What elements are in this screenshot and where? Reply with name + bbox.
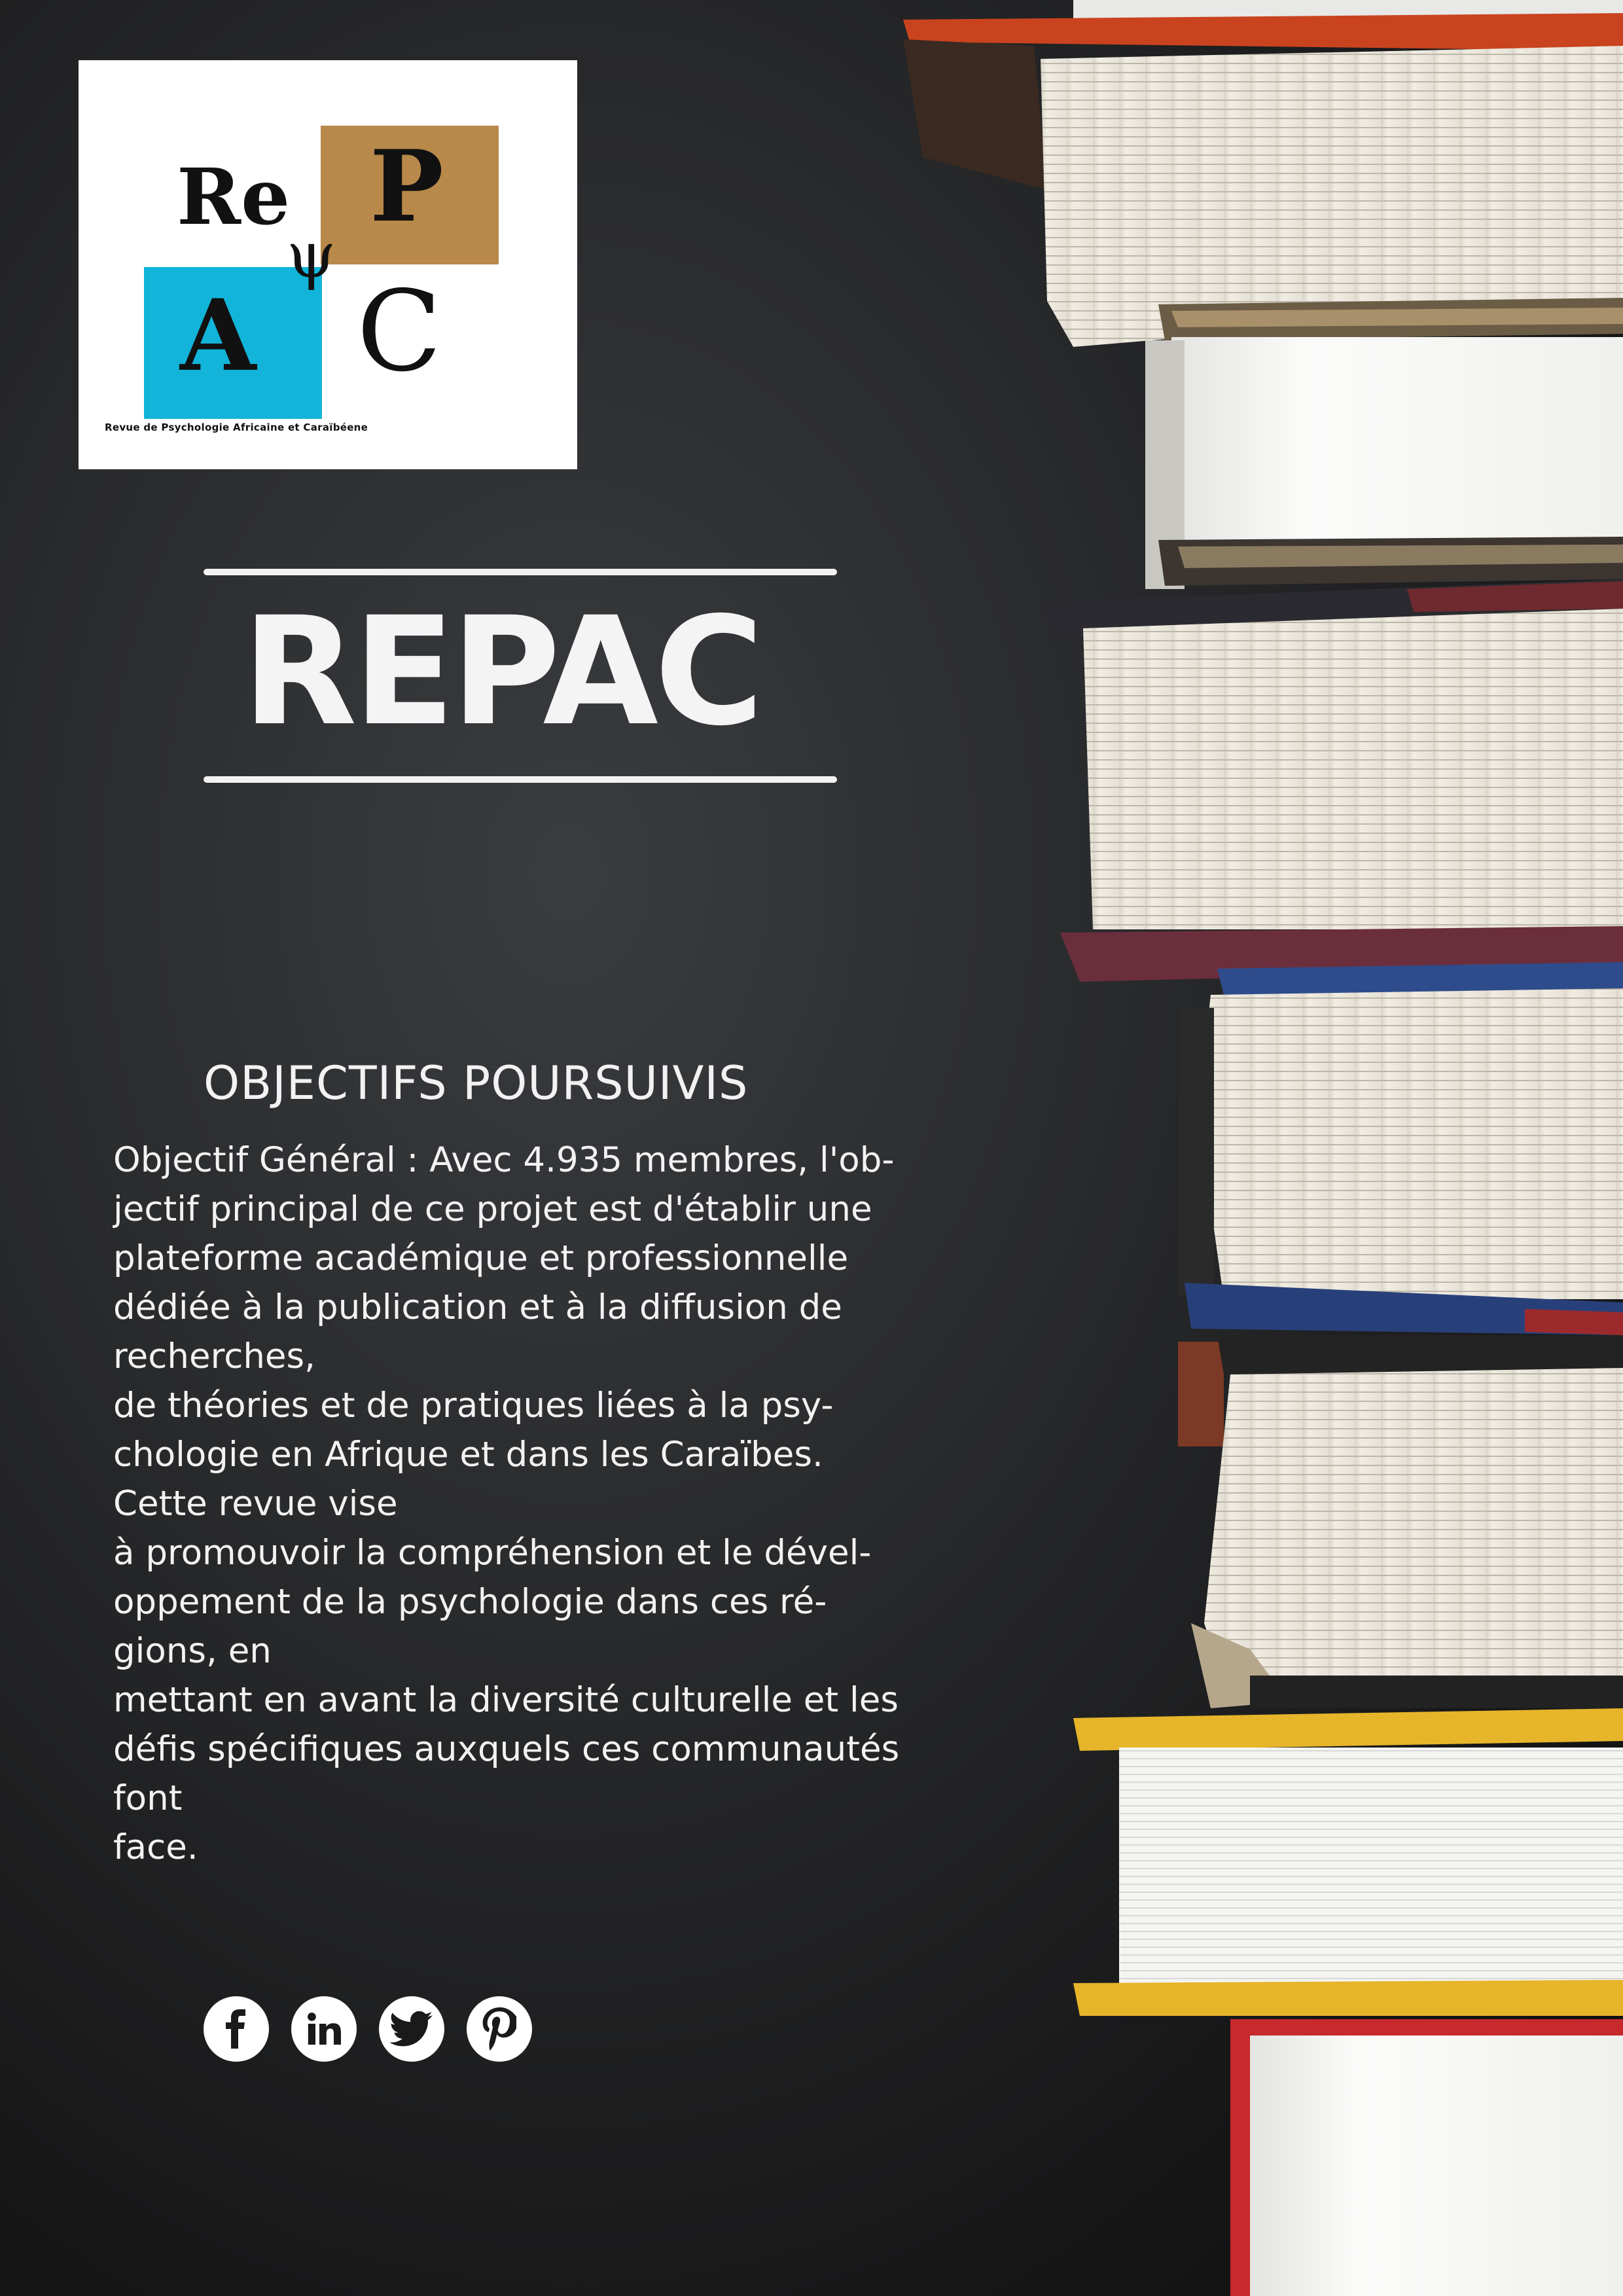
social-links	[204, 1996, 532, 2062]
twitter-icon[interactable]	[379, 1996, 444, 2062]
objectives-line: jectif principal de ce projet est d'établir une	[113, 1189, 872, 1229]
book-stack-image	[883, 0, 1623, 2296]
objectives-line: de théories et de pratiques liées à la psy-	[113, 1386, 834, 1426]
logo-letter-p: P	[370, 129, 444, 244]
facebook-icon[interactable]	[204, 1996, 269, 2062]
linkedin-icon[interactable]	[291, 1996, 357, 2062]
objectives-line: gions, en	[113, 1631, 272, 1671]
objectives-line: font	[113, 1778, 183, 1818]
objectives-line: plateforme académique et professionnelle	[113, 1238, 849, 1278]
objectives-line: chologie en Afrique et dans les Caraïbes.	[113, 1435, 823, 1475]
logo-letter-c: C	[357, 267, 442, 397]
objectives-line: mettant en avant la diversité culturelle et les	[113, 1680, 899, 1720]
objectives-line: Cette revue vise	[113, 1484, 398, 1524]
logo-tagline: Revue de Psychologie Africaine et Caraïbéene	[105, 422, 368, 433]
page-title: REPAC	[242, 584, 760, 759]
logo-psi-symbol: ψ	[287, 219, 336, 292]
objectives-heading: OBJECTIFS POURSUIVIS	[204, 1056, 749, 1110]
repac-logo	[79, 60, 577, 469]
logo-letters-re: Re	[177, 151, 291, 242]
pinterest-icon[interactable]	[467, 1996, 532, 2062]
objectives-line: dédiée à la publication et à la diffusion de	[113, 1287, 842, 1327]
objectives-line: défis spécifiques auxquels ces communautés	[113, 1729, 900, 1769]
objectives-line: oppement de la psychologie dans ces ré-	[113, 1582, 827, 1622]
objectives-line: recherches,	[113, 1336, 315, 1376]
title-rule-top	[204, 569, 837, 575]
objectives-line: Objectif Général : Avec 4.935 membres, l'ob-	[113, 1140, 895, 1180]
objectives-line: face.	[113, 1827, 198, 1867]
objectives-line: à promouvoir la compréhension et le dével-	[113, 1533, 872, 1573]
objectives-body	[113, 1136, 984, 1872]
title-rule-bottom	[204, 776, 837, 783]
logo-letter-a: A	[180, 278, 257, 393]
